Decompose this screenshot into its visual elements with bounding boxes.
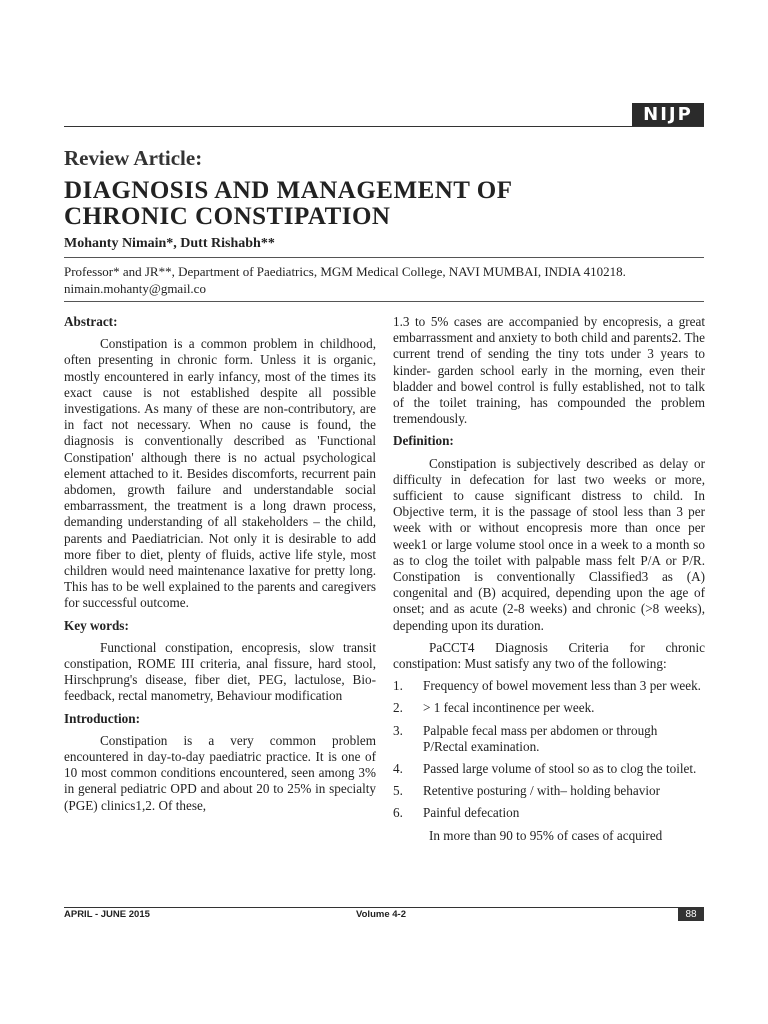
definition-text: Constipation is subjectively described as delay or difficulty in defecation for last two weeks or more, sufficient to cause significant distress to child. In Objective term, it is the passage of stool less than 3 per week with or without encopresis more than once per week1 or large volume stool once in a week to a month so as to clog the toilet with palpable mass felt P/A or P/R. Constipation is conventionally Classified3 as (A) congenital and (B) acquired, depending upon the age of onset; and as acute (2-8 weeks) and chronic (>8 weeks), depending upon its duration. — [393, 455, 705, 633]
criteria-text: > 1 fecal incontinence per week. — [423, 700, 595, 716]
criteria-text: Palpable fecal mass per abdomen or through P/Rectal examination. — [423, 722, 658, 754]
affiliation-block — [64, 263, 704, 297]
footer-rule — [64, 907, 704, 908]
page-number: 88 — [678, 908, 704, 921]
criteria-number: 6. — [393, 805, 403, 821]
criteria-item — [393, 723, 705, 755]
criteria-number: 5. — [393, 783, 403, 799]
email: nimain.mohanty@gmail.co — [64, 281, 206, 296]
criteria-item — [393, 805, 705, 821]
criteria-intro: PaCCT4 Diagnosis Criteria for chronic constipation: Must satisfy any two of the following: — [393, 639, 705, 672]
keywords-text: Functional constipation, encopresis, slow transit constipation, ROME III criteria, anal fissure, hard stool, Hirschprung's disease, fiber diet, PEG, lactulose, Bio-feedback, rectal manometry, Behaviour modification — [64, 639, 376, 704]
definition-heading: Definition: — [393, 433, 454, 449]
criteria-item — [393, 678, 705, 694]
introduction-continued: 1.3 to 5% cases are accompanied by encopresis, a great embarrassment and anxiety to both child and parents2. The current trend of sending the tiny tots under 3 years to kinder- garden school early in the morning, even their bladder and bowel control is fully established, not to talk of the toilet training, has compounded the problem tremendously. — [393, 314, 705, 427]
right-column — [393, 314, 705, 850]
criteria-item — [393, 783, 705, 799]
journal-logo: NIJP — [632, 103, 704, 127]
criteria-text: Passed large volume of stool so as to clog the toilet. — [423, 761, 697, 777]
criteria-number: 4. — [393, 761, 403, 777]
header-rule — [64, 126, 704, 127]
criteria-number: 3. — [393, 722, 403, 738]
article-type: Review Article: — [64, 146, 203, 170]
criteria-text: Painful defecation — [423, 805, 520, 821]
criteria-text: Retentive posturing / with– holding behavior — [423, 783, 660, 799]
criteria-number: 1. — [393, 678, 403, 694]
abstract-heading: Abstract: — [64, 314, 118, 329]
criteria-number: 2. — [393, 700, 403, 716]
authors-rule — [64, 257, 704, 258]
abstract-text: Constipation is a common problem in childhood, often presenting in chronic form. Unless it is organic, mostly encountered in early infancy, most of the times its exact cause is not established despite all possible investigations. As many of these are non-contributory, are in fact not necessary. When no cause is found, the diagnosis is conventionally described as 'Functional Constipation' although there is no actual psychological element attached to it. Besides discomforts, recurrent pain abdomen, growth failure and understandable social embarrassment, the treatment is a long drawn process, demanding understanding of all stakeholders – the child, parents and Paediatrician. Not only it is desirable to add more fiber to diet, plenty of fluids, active life style, most children would need maintenance laxative for pretty long. This has to be well explained to the parents and caregivers for successful outcome. — [64, 336, 376, 611]
introduction-text: Constipation is a very common problem encountered in day-to-day paediatric practice. It is one of 10 most common conditions encountered, seen among 3% in general pediatric OPD and about 20 to 25% in specialty (PGE) clinics1,2. Of these, — [64, 732, 376, 813]
affiliation-rule — [64, 301, 704, 302]
criteria-item — [393, 700, 705, 716]
footer-volume: Volume 4-2 — [356, 909, 406, 920]
closing-text: In more than 90 to 95% of cases of acquired — [429, 827, 663, 843]
criteria-list — [393, 678, 705, 821]
affiliation: Professor* and JR**, Department of Paediatrics, MGM Medical College, NAVI MUMBAI, INDIA 410218. — [64, 264, 626, 279]
left-column — [64, 314, 376, 820]
authors: Mohanty Nimain*, Dutt Rishabh** — [64, 236, 275, 251]
footer-date: APRIL - JUNE 2015 — [64, 909, 150, 920]
criteria-item — [393, 761, 705, 777]
article-title — [64, 178, 704, 230]
introduction-heading: Introduction: — [64, 710, 140, 726]
keywords-heading: Key words: — [64, 617, 129, 633]
title-line-2: CHRONIC CONSTIPATION — [64, 203, 391, 230]
title-line-1: DIAGNOSIS AND MANAGEMENT OF — [64, 177, 513, 204]
criteria-text: Frequency of bowel movement less than 3 per week. — [423, 678, 701, 694]
